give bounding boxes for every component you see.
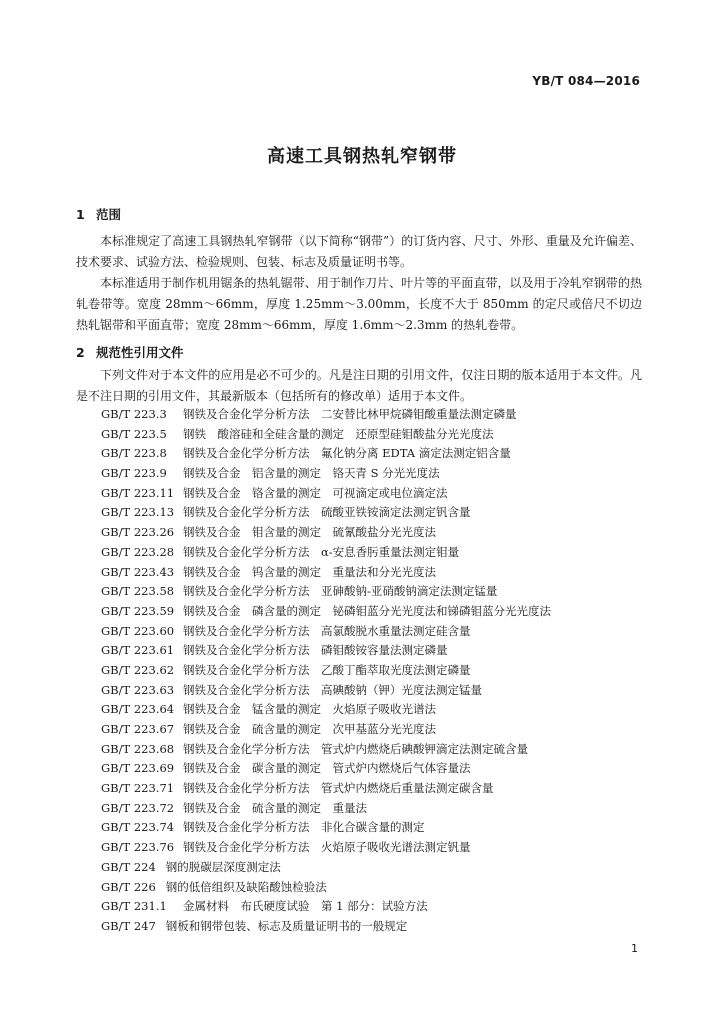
reference-item [76,503,642,523]
reference-title: 钢铁及合金 铝含量的测定 铬天青 S 分光光度法 [183,466,440,481]
reference-code: GB/T 223.62 [101,662,175,677]
reference-item [76,464,642,484]
reference-item [76,740,642,760]
reference-item [76,858,642,878]
reference-item [76,878,642,898]
reference-item [76,700,642,720]
reference-title: 钢铁及合金 钼含量的测定 硫氰酸盐分光光度法 [183,525,436,540]
reference-title: 钢铁及合金 硫含量的测定 次甲基蓝分光光度法 [183,722,436,736]
reference-code: GB/T 223.8 [101,446,167,461]
reference-code: GB/T 223.3 [101,407,167,421]
reference-title: 钢铁及合金化学分析方法 火焰原子吸收光谱法测定钒量 [183,840,471,855]
reference-title: 钢铁及合金化学分析方法 非化合碳含量的测定 [183,820,425,835]
section-2-paragraph-1: 下列文件对于本文件的应用是必不可少的。凡是注日期的引用文件，仅注日期的版本适用于本文件。凡是不注日期的引用文件，其最新版本（包括所有的修改单）适用于本文件。 [76,368,642,403]
reference-code: GB/T 223.69 [101,761,175,776]
reference-title: 钢铁及合金 磷含量的测定 铋磷钼蓝分光光度法和锑磷钼蓝分光光度法 [183,603,551,618]
reference-list [76,405,642,937]
reference-code: GB/T 223.72 [101,800,175,815]
reference-code: GB/T 223.68 [101,741,175,756]
reference-item [76,818,642,838]
reference-code: GB/T 223.61 [101,643,175,658]
reference-item [76,897,642,917]
reference-code: GB/T 223.13 [101,505,175,520]
reference-title: 钢铁及合金 铬含量的测定 可视滴定或电位滴定法 [183,485,448,500]
reference-item [76,602,642,622]
reference-code: GB/T 223.67 [101,722,175,736]
section-number: 1 [76,207,85,222]
reference-title: 钢铁及合金化学分析方法 高碘酸钠（钾）光度法测定锰量 [183,682,482,697]
reference-title: 钢铁及合金化学分析方法 二安替比林甲烷磷钼酸重量法测定磷量 [183,407,517,421]
reference-code: GB/T 223.63 [101,682,175,697]
reference-code: GB/T 231.1 [101,899,167,914]
section-number: 2 [76,345,85,360]
reference-code: GB/T 223.76 [101,840,175,855]
reference-title: 钢铁及合金 碳含量的测定 管式炉内燃烧后气体容量法 [183,761,471,776]
reference-item [76,681,642,701]
reference-item [76,563,642,583]
reference-code: GB/T 223.59 [101,603,175,618]
reference-title: 钢铁及合金化学分析方法 氟化钠分离 EDTA 滴定法测定铝含量 [183,446,511,461]
section-1-paragraph-2: 本标准适用于制作机用锯条的热轧锯带、用于制作刀片、叶片等的平面直带，以及用于冷轧窄钢带的热轧卷带等。宽度 28mm～66mm，厚度 1.25mm～3.00mm，长度不大于 850mm 的定尺或倍尺不切边热轧锯带和平面直带；宽度 28mm～66mm，厚度 1.6mm～2.3mm 的热轧卷带。 [76,276,642,332]
reference-code: GB/T 226 [101,879,156,894]
reference-title: 钢铁及合金化学分析方法 高氯酸脱水重量法测定硅含量 [183,623,471,638]
reference-item [76,484,642,504]
document-title: 高速工具钢热轧窄钢带 [267,146,457,167]
reference-title: 钢铁及合金化学分析方法 磷钼酸铵容量法测定磷量 [183,643,448,658]
reference-code: GB/T 223.28 [101,544,175,559]
standard-code: YB/T 084—2016 [532,74,640,88]
reference-item [76,425,642,445]
reference-code: GB/T 247 [101,918,156,933]
reference-item [76,799,642,819]
reference-title: 金属材料 布氏硬度试验 第 1 部分：试验方法 [183,899,428,914]
reference-title: 钢铁及合金 锰含量的测定 火焰原子吸收光谱法 [183,702,436,717]
reference-title: 钢铁及合金化学分析方法 管式炉内燃烧后碘酸钾滴定法测定硫含量 [183,741,528,756]
reference-title: 钢铁 酸溶硅和全硅含量的测定 还原型硅钼酸盐分光光度法 [183,426,494,441]
reference-code: GB/T 223.5 [101,426,167,441]
reference-title: 钢铁及合金 硫含量的测定 重量法 [183,800,367,815]
reference-code: GB/T 223.64 [101,702,175,717]
section-2-heading [76,343,184,361]
reference-code: GB/T 223.71 [101,781,175,796]
reference-code: GB/T 223.58 [101,584,175,599]
reference-title: 钢铁及合金化学分析方法 乙酸丁酯萃取光度法测定磷量 [183,662,471,677]
reference-title: 钢的低倍组织及缺陷酸蚀检验法 [165,879,327,894]
reference-title: 钢铁及合金 钨含量的测定 重量法和分光光度法 [183,564,436,579]
reference-title: 钢铁及合金化学分析方法 亚砷酸钠-亚硝酸钠滴定法测定锰量 [183,584,498,599]
reference-title: 钢铁及合金化学分析方法 硫酸亚铁铵滴定法测定钒含量 [183,505,471,520]
reference-item [76,917,642,937]
reference-item [76,641,642,661]
reference-code: GB/T 223.60 [101,623,175,638]
reference-item [76,720,642,740]
reference-item [76,444,642,464]
reference-title: 钢铁及合金化学分析方法 α-安息香肟重量法测定钼量 [183,544,460,559]
section-title: 规范性引用文件 [96,345,184,360]
reference-item [76,779,642,799]
reference-item [76,661,642,681]
section-title: 范围 [96,207,122,222]
reference-code: GB/T 224 [101,859,156,874]
reference-title: 钢板和钢带包装、标志及质量证明书的一般规定 [165,918,408,933]
reference-item [76,405,642,425]
reference-item [76,543,642,563]
reference-title: 钢铁及合金化学分析方法 管式炉内燃烧后重量法测定碳含量 [183,781,494,796]
section-1-paragraph-1: 本标准规定了高速工具钢热轧窄钢带（以下简称“钢带”）的订货内容、尺寸、外形、重量及允许偏差、技术要求、试验方法、检验规则、包装、标志及质量证明书等。 [76,234,642,269]
reference-code: GB/T 223.74 [101,820,175,835]
page-number: 1 [631,942,638,955]
reference-item [76,622,642,642]
reference-title: 钢的脱碳层深度测定法 [165,859,281,874]
reference-item [76,759,642,779]
reference-code: GB/T 223.11 [101,485,175,500]
reference-code: GB/T 223.43 [101,564,175,579]
reference-code: GB/T 223.9 [101,466,167,481]
reference-item [76,523,642,543]
reference-code: GB/T 223.26 [101,525,175,540]
reference-item [76,838,642,858]
section-1-heading [76,205,121,223]
reference-item [76,582,642,602]
